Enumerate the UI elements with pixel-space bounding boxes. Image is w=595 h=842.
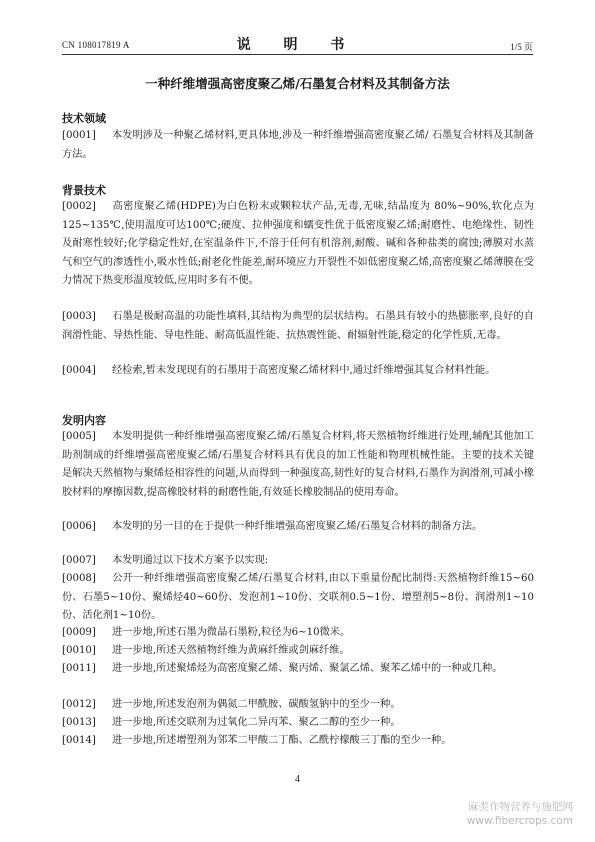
paragraph bbox=[62, 570, 534, 626]
page-header bbox=[62, 32, 533, 55]
paragraph-text: 进一步地,所述石墨为微晶石墨粉,粒径为6~10微米。 bbox=[112, 627, 351, 638]
paragraph bbox=[62, 362, 534, 381]
paragraph bbox=[62, 127, 534, 164]
paragraph-number: [0007] bbox=[62, 555, 96, 566]
paragraph-text: 进一步地,所述交联剂为过氧化二异丙苯、聚乙二醇的至少一种。 bbox=[112, 717, 401, 728]
paragraph-text: 本发明的另一目的在于提供一种纤维增强高密度聚乙烯/石墨复合材料的制备方法。 bbox=[112, 521, 483, 532]
paragraph-number: [0012] bbox=[62, 699, 96, 710]
watermark bbox=[467, 800, 573, 828]
document-title: 一种纤维增强高密度聚乙烯/石墨复合材料及其制备方法 bbox=[145, 76, 450, 91]
paragraph-number: [0010] bbox=[62, 645, 96, 656]
paragraph bbox=[62, 624, 534, 643]
paragraph bbox=[62, 642, 534, 661]
paragraph-text: 进一步地,所述聚烯烃为高密度聚乙烯、聚丙烯、聚氯乙烯、聚苯乙烯中的一种或几种。 bbox=[112, 663, 503, 674]
watermark-url: www.fibercrops.com bbox=[466, 815, 573, 827]
paragraph-text: 本发明涉及一种聚乙烯材料,更具体地,涉及一种纤维增强高密度聚乙烯/ 石墨复合材料及其制备方法。 bbox=[62, 130, 534, 160]
paragraph bbox=[62, 714, 534, 733]
paragraph-number: [0011] bbox=[62, 663, 96, 674]
paragraph-text: 进一步地,所述天然植物纤维为黄麻纤维或剑麻纤维。 bbox=[112, 645, 350, 656]
section-heading-tech-field: 技术领域 bbox=[62, 112, 106, 125]
paragraph-text: 本发明通过以下技术方案予以实现: bbox=[112, 555, 269, 566]
paragraph-number: [0009] bbox=[62, 627, 96, 638]
paragraph bbox=[62, 552, 534, 571]
paragraph bbox=[62, 732, 534, 751]
paragraph-text: 经检索,暂未发现现有的石墨用于高密度聚乙烯材料中,通过纤维增强其复合材料性能。 bbox=[112, 365, 496, 376]
paragraph-number: [0008] bbox=[62, 573, 96, 584]
paragraph-text: 进一步地,所述发泡剂为偶氮二甲酰胺、碳酸氢钠中的至少一种。 bbox=[112, 699, 401, 710]
paragraph-number: [0003] bbox=[62, 311, 96, 322]
paragraph-number: [0001] bbox=[62, 130, 96, 141]
paragraph bbox=[62, 308, 534, 345]
paragraph-number: [0013] bbox=[62, 717, 96, 728]
paragraph-text: 本发明提供一种纤维增强高密度聚乙烯/石墨复合材料,将天然植物纤维进行处理,辅配其他加工助剂制成的纤维增强高密度聚乙烯/石墨复合材料具有优良的加工性能和物理机械性能。主要的技术关键是解决天然植物与聚烯烃相容性的问题,从而得到一种强度高,韧性好的复合材料,石墨作为润滑剂,可减小橡胶材料的摩擦因数,提高橡胶材料的耐磨性能,有效延长橡胶制品的使用寿命。 bbox=[62, 431, 534, 498]
section-heading-content: 发明内容 bbox=[62, 414, 106, 427]
paragraph-text: 公开一种纤维增强高密度聚乙烯/石墨复合材料,由以下重量份配比制得:天然植物纤维15~60份、石墨5~10份、聚烯烃40~60份、发泡剂1~10份、交联剂0.5~1份、增塑剂5~8份、润滑剂1~10份、活化剂1~10份。 bbox=[62, 573, 534, 621]
section-heading-background: 背景技术 bbox=[62, 184, 106, 197]
paragraph-text: 进一步地,所述增塑剂为邻苯二甲酸二丁酯、乙酰柠檬酸三丁酯的至少一种。 bbox=[112, 735, 452, 746]
paragraph-number: [0005] bbox=[62, 431, 96, 442]
paragraph bbox=[62, 518, 534, 537]
page-indicator: 1/5 页 bbox=[510, 42, 533, 52]
paragraph-number: [0014] bbox=[62, 735, 96, 746]
paragraph-text: 高密度聚乙烯(HDPE)为白色粉末或颗粒状产品,无毒,无味,结晶度为 80%~90%,软化点为125~135℃,使用温度可达100℃;硬度、拉伸强度和蠕变性优于低密度聚乙烯;耐磨性、电绝缘性、韧性及耐寒性较好;化学稳定性好,在室温条件下,不溶于任何有机溶剂,耐酸、碱和各种盐类的腐蚀;薄膜对水蒸气和空气的渗透性小,吸水性低;耐老化性能差,耐环境应力开裂性不如低密度聚乙烯,高密度聚乙烯薄膜在受力情况下热变形温度较低,应用时多有不便。 bbox=[62, 201, 534, 286]
paragraph-number: [0004] bbox=[62, 365, 96, 376]
paragraph-number: [0002] bbox=[62, 201, 96, 212]
watermark-site-name: 麻类作物营养与施肥网 bbox=[468, 801, 573, 813]
paragraph bbox=[62, 428, 534, 502]
paragraph bbox=[62, 198, 534, 291]
paragraph bbox=[62, 660, 534, 679]
paragraph-number: [0006] bbox=[62, 521, 96, 532]
page-number: 4 bbox=[295, 774, 300, 785]
paragraph-text: 石墨是极耐高温的功能性填料,其结构为典型的层状结构。石墨具有较小的热膨胀率,良好的自润滑性能、导热性能、导电性能、耐高低温性能、抗热震性能、耐辐射性能,稳定的化学性质,无毒。 bbox=[62, 311, 534, 341]
paragraph bbox=[62, 696, 534, 715]
publication-number: CN 108017819 A bbox=[62, 40, 130, 50]
document-type: 说 明 书 bbox=[236, 37, 359, 53]
